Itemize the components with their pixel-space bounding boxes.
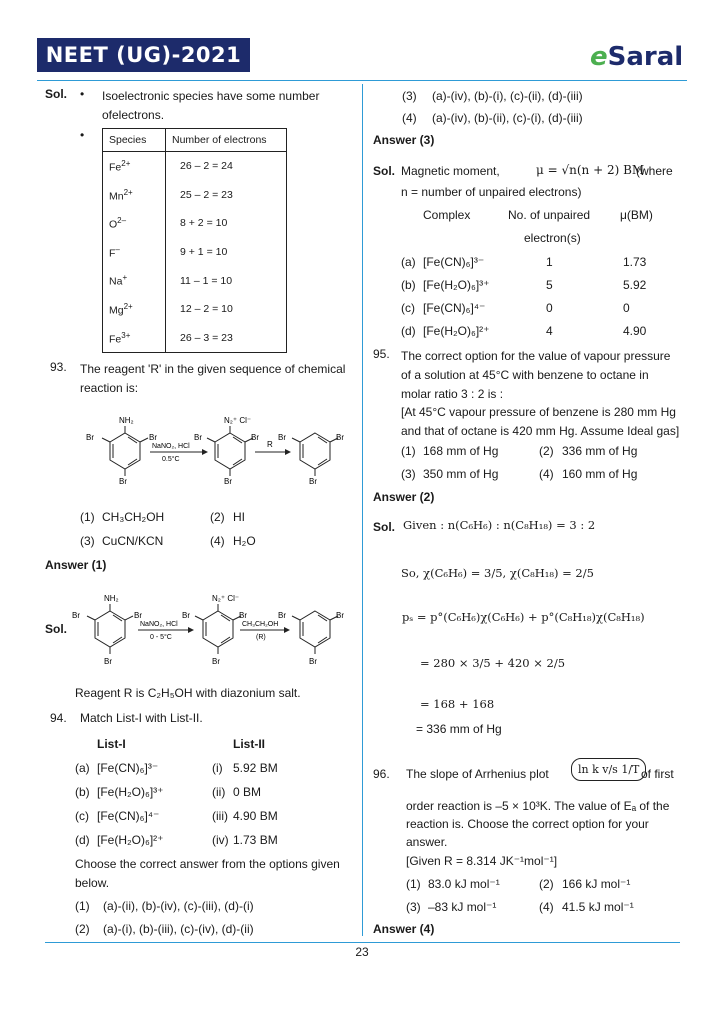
sol-label: Sol. — [45, 87, 68, 101]
sol-label: Sol. — [373, 520, 396, 534]
magnetic-cell: 4 — [546, 324, 553, 338]
species-cell: F– — [103, 238, 166, 267]
option-text: CuCN/KCN — [102, 534, 164, 548]
reaction-scheme — [70, 410, 360, 490]
option-text: –83 kJ mol⁻¹ — [428, 900, 497, 914]
brand-logo-e: e — [590, 42, 608, 72]
br-label: Br — [278, 611, 286, 620]
br-label: Br — [134, 611, 142, 620]
match-cell: (ii) — [212, 785, 226, 799]
option-number: (2) — [210, 510, 225, 524]
option-text: 336 mm of Hg — [562, 444, 638, 458]
table-row — [103, 266, 287, 295]
electron-count-cell: 26 – 2 = 24 — [166, 152, 287, 181]
option-text: (a)-(ii), (b)-(iv), (c)-(iii), (d)-(i) — [103, 899, 254, 913]
table-row — [103, 181, 287, 210]
condition-label: NaNO₂, HCl — [152, 443, 190, 450]
brand-logo — [590, 42, 683, 72]
option-number: (4) — [539, 467, 554, 481]
option-text: 160 mm of Hg — [562, 467, 638, 481]
br-label: Br — [149, 433, 157, 442]
br-label: Br — [309, 657, 317, 666]
magnetic-cell: 5.92 — [623, 278, 647, 292]
br-label: Br — [119, 477, 127, 486]
q93-text: The reagent 'R' in the given sequence of chemical reaction is: — [80, 362, 346, 395]
br-label: Br — [104, 657, 112, 666]
br-label: Br — [336, 611, 344, 620]
option-text: 41.5 kJ mol⁻¹ — [562, 900, 634, 914]
option-text: 83.0 kJ mol⁻¹ — [428, 877, 500, 891]
option-number: (4) — [539, 900, 554, 914]
isoelectronic-note: Isoelectronic species have some number ofelectrons. — [102, 89, 320, 122]
match-cell: [Fe(H₂O)₆]³⁺ — [97, 785, 164, 799]
electron-count-cell: 8 + 2 = 10 — [166, 209, 287, 238]
species-cell: $Mn^{2+}$ — [103, 181, 166, 210]
table-header: Number of electrons — [166, 129, 287, 152]
option-number: (3) — [401, 467, 416, 481]
arrow-head — [285, 449, 291, 455]
magnetic-cell: 1 — [546, 255, 553, 269]
arrhenius-plot-expression: ln k v/s 1/T — [571, 758, 646, 781]
magnetic-moment-formula: μ = √n(n + 2) BM — [536, 163, 645, 177]
option-text: H₂O — [233, 534, 256, 548]
br-label: Br — [182, 611, 190, 620]
magnetic-cell: [Fe(H₂O)₆]²⁺ — [423, 324, 490, 338]
species-cell: $Mg^{2+}$ — [103, 295, 166, 324]
option-text: HI — [233, 510, 245, 524]
condition-label: 0 - 5°C — [150, 634, 172, 641]
table-header: Complex — [423, 208, 471, 222]
sol-step: So, χ(C₆H₆) = 3/5, χ(C₈H₁₈) = 2/5 — [401, 566, 594, 580]
option-number: (4) — [210, 534, 225, 548]
q93-number: 93. — [50, 360, 67, 374]
q95-number: 95. — [373, 347, 390, 361]
table-row — [103, 152, 287, 181]
option-number: (2) — [75, 922, 90, 936]
option-text: 166 kJ mol⁻¹ — [562, 877, 631, 891]
magnetic-cell: (c) — [401, 301, 415, 315]
table-row — [103, 238, 287, 267]
match-cell: (iv) — [212, 833, 229, 847]
q95-given: [At 45°C vapour pressure of benzene is 280 mm Hg and that of octane is 420 mm Hg. Assume Ideal gas] — [401, 405, 680, 438]
answer-label: Answer (4) — [373, 922, 435, 936]
sol-step: pₛ = p°(C₆H₆)χ(C₆H₆) + p°(C₈H₁₈)χ(C₈H₁₈) — [402, 610, 645, 624]
where-text: (where — [636, 164, 673, 178]
option-number: (3) — [402, 89, 417, 103]
sol-note: n = number of unpaired electrons) — [401, 185, 582, 199]
magnetic-cell: 0 — [546, 301, 553, 315]
condition-label: 0.5°C — [162, 456, 180, 463]
n2cl-label: N₂⁺ Cl⁻ — [212, 594, 240, 603]
br-label: Br — [212, 657, 220, 666]
diazonium-ring — [207, 426, 253, 476]
table-header: μ(BM) — [620, 208, 653, 222]
match-cell: (iii) — [212, 809, 228, 823]
magnetic-cell: 1.73 — [623, 255, 647, 269]
table-header: No. of unpaired — [508, 208, 591, 222]
option-text: (a)-(i), (b)-(iii), (c)-(iv), (d)-(ii) — [103, 922, 254, 936]
magnetic-cell: 4.90 — [623, 324, 647, 338]
table-header: electron(s) — [524, 231, 581, 245]
option-text: CH₃CH₂OH — [102, 510, 165, 524]
condition-label: NaNO₂, HCl — [140, 621, 178, 628]
br-label: Br — [194, 433, 202, 442]
option-number: (2) — [539, 444, 554, 458]
option-number: (1) — [406, 877, 421, 891]
answer-label: Answer (1) — [45, 558, 107, 572]
br-label: Br — [278, 433, 286, 442]
match-cell: [Fe(CN)₆]³⁻ — [97, 761, 159, 775]
option-number: (1) — [80, 510, 95, 524]
sol-step: = 168 + 168 — [420, 697, 495, 711]
list-i-header: List-I — [97, 737, 126, 751]
q96-text-end: of first — [641, 767, 674, 781]
bullet: • — [80, 128, 85, 142]
sol-result: = 336 mm of Hg — [416, 722, 502, 736]
br-label: Br — [239, 611, 247, 620]
page-number: 23 — [355, 945, 369, 959]
sol-label: Sol. — [45, 622, 68, 636]
q93-conclusion: Reagent R is C₂H₅OH with diazonium salt. — [75, 686, 301, 700]
list-ii-header: List-II — [233, 737, 265, 751]
match-cell: (d) — [75, 833, 90, 847]
electron-count-cell: 9 + 1 = 10 — [166, 238, 287, 267]
nh2-label: NH₂ — [119, 416, 134, 425]
option-number: (2) — [539, 877, 554, 891]
option-text: (a)-(iv), (b)-(ii), (c)-(i), (d)-(iii) — [432, 111, 583, 125]
sol-step: Given : n(C₆H₆) : n(C₈H₁₈) = 3 : 2 — [403, 518, 596, 532]
q96-text-start: The slope of Arrhenius plot — [406, 767, 549, 781]
diazonium-ring — [195, 604, 241, 654]
option-number: (3) — [406, 900, 421, 914]
reagent-label: (R) — [256, 634, 266, 641]
q96-text: order reaction is –5 × 10³K. The value of Eₐ of the reaction is. Choose the correct option for your answer. — [406, 799, 670, 849]
br-label: Br — [251, 433, 259, 442]
electron-count-cell: 25 – 2 = 23 — [166, 181, 287, 210]
arrow-head — [188, 627, 194, 633]
electron-count-cell: 12 – 2 = 10 — [166, 295, 287, 324]
sol-intro: Magnetic moment, — [401, 164, 500, 178]
magnetic-cell: (a) — [401, 255, 416, 269]
answer-label: Answer (3) — [373, 133, 435, 147]
species-cell: $O^{2-}$ — [103, 209, 166, 238]
match-cell: (c) — [75, 809, 89, 823]
sol-step: = 280 × 3/5 + 420 × 2/5 — [420, 656, 566, 670]
br-label: Br — [86, 433, 94, 442]
answer-label: Answer (2) — [373, 490, 435, 504]
option-number: (1) — [401, 444, 416, 458]
tribromobenzene-ring — [292, 611, 338, 654]
q96-given: [Given R = 8.314 JK⁻¹mol⁻¹] — [406, 854, 558, 868]
nh2-label: NH₂ — [104, 594, 119, 603]
magnetic-cell: (b) — [401, 278, 416, 292]
arrow-head — [284, 627, 290, 633]
table-row — [103, 295, 287, 324]
exam-title-banner: NEET (UG)-2021 — [37, 38, 250, 72]
br-label: Br — [309, 477, 317, 486]
match-cell: 5.92 BM — [233, 761, 278, 775]
br-label: Br — [72, 611, 80, 620]
magnetic-cell: [Fe(CN)₆]³⁻ — [423, 255, 485, 269]
species-table — [102, 128, 287, 353]
brand-logo-rest: Saral — [607, 42, 684, 72]
bullet: • — [80, 87, 85, 101]
match-cell: [Fe(CN)₆]⁴⁻ — [97, 809, 160, 823]
sol-label: Sol. — [373, 164, 396, 178]
magnetic-cell: 0 — [623, 301, 630, 315]
option-number: (4) — [402, 111, 417, 125]
match-cell: (a) — [75, 761, 90, 775]
match-cell: (b) — [75, 785, 90, 799]
match-cell: 0 BM — [233, 785, 262, 799]
option-number: (1) — [75, 899, 90, 913]
reagent-r-label: R — [267, 440, 273, 449]
table-row — [103, 324, 287, 353]
arrow-head — [202, 449, 208, 455]
magnetic-cell: (d) — [401, 324, 416, 338]
match-cell: [Fe(H₂O)₆]²⁺ — [97, 833, 164, 847]
solution-reaction-scheme — [70, 588, 360, 670]
q96-number: 96. — [373, 767, 390, 781]
option-text: 168 mm of Hg — [423, 444, 499, 458]
match-cell: 1.73 BM — [233, 833, 278, 847]
aniline-ring — [102, 426, 148, 476]
header-rule — [37, 80, 687, 81]
table-row — [103, 209, 287, 238]
column-divider — [362, 84, 363, 936]
option-number: (3) — [80, 534, 95, 548]
aniline-ring — [87, 604, 133, 654]
footer-rule — [45, 942, 680, 943]
q95-text: The correct option for the value of vapour pressure of a solution at 45°C with benzene to octane in molar ratio 3 : 2 is : — [401, 349, 671, 401]
match-cell: 4.90 BM — [233, 809, 278, 823]
species-cell: $Fe^{3+}$ — [103, 324, 166, 353]
q94-text: Match List-I with List-II. — [80, 711, 203, 725]
br-label: Br — [336, 433, 344, 442]
n2cl-label: N₂⁺ Cl⁻ — [224, 416, 252, 425]
electron-count-cell: 11 – 1 = 10 — [166, 266, 287, 295]
br-label: Br — [224, 477, 232, 486]
species-cell: Na+ — [103, 266, 166, 295]
magnetic-cell: [Fe(H₂O)₆]³⁺ — [423, 278, 490, 292]
option-text: (a)-(iv), (b)-(i), (c)-(ii), (d)-(iii) — [432, 89, 583, 103]
q94-instruction: Choose the correct answer from the options given below. — [75, 857, 340, 890]
reagent-label: CH₃CH₂OH — [242, 621, 279, 628]
magnetic-cell: 5 — [546, 278, 553, 292]
tribromobenzene-ring — [292, 433, 338, 476]
match-cell: (i) — [212, 761, 223, 775]
species-cell: $Fe^{2+}$ — [103, 152, 166, 181]
option-text: 350 mm of Hg — [423, 467, 499, 481]
q94-number: 94. — [50, 711, 67, 725]
magnetic-cell: [Fe(CN)₆]⁴⁻ — [423, 301, 486, 315]
table-header: Species — [103, 129, 166, 152]
electron-count-cell: 26 – 3 = 23 — [166, 324, 287, 353]
